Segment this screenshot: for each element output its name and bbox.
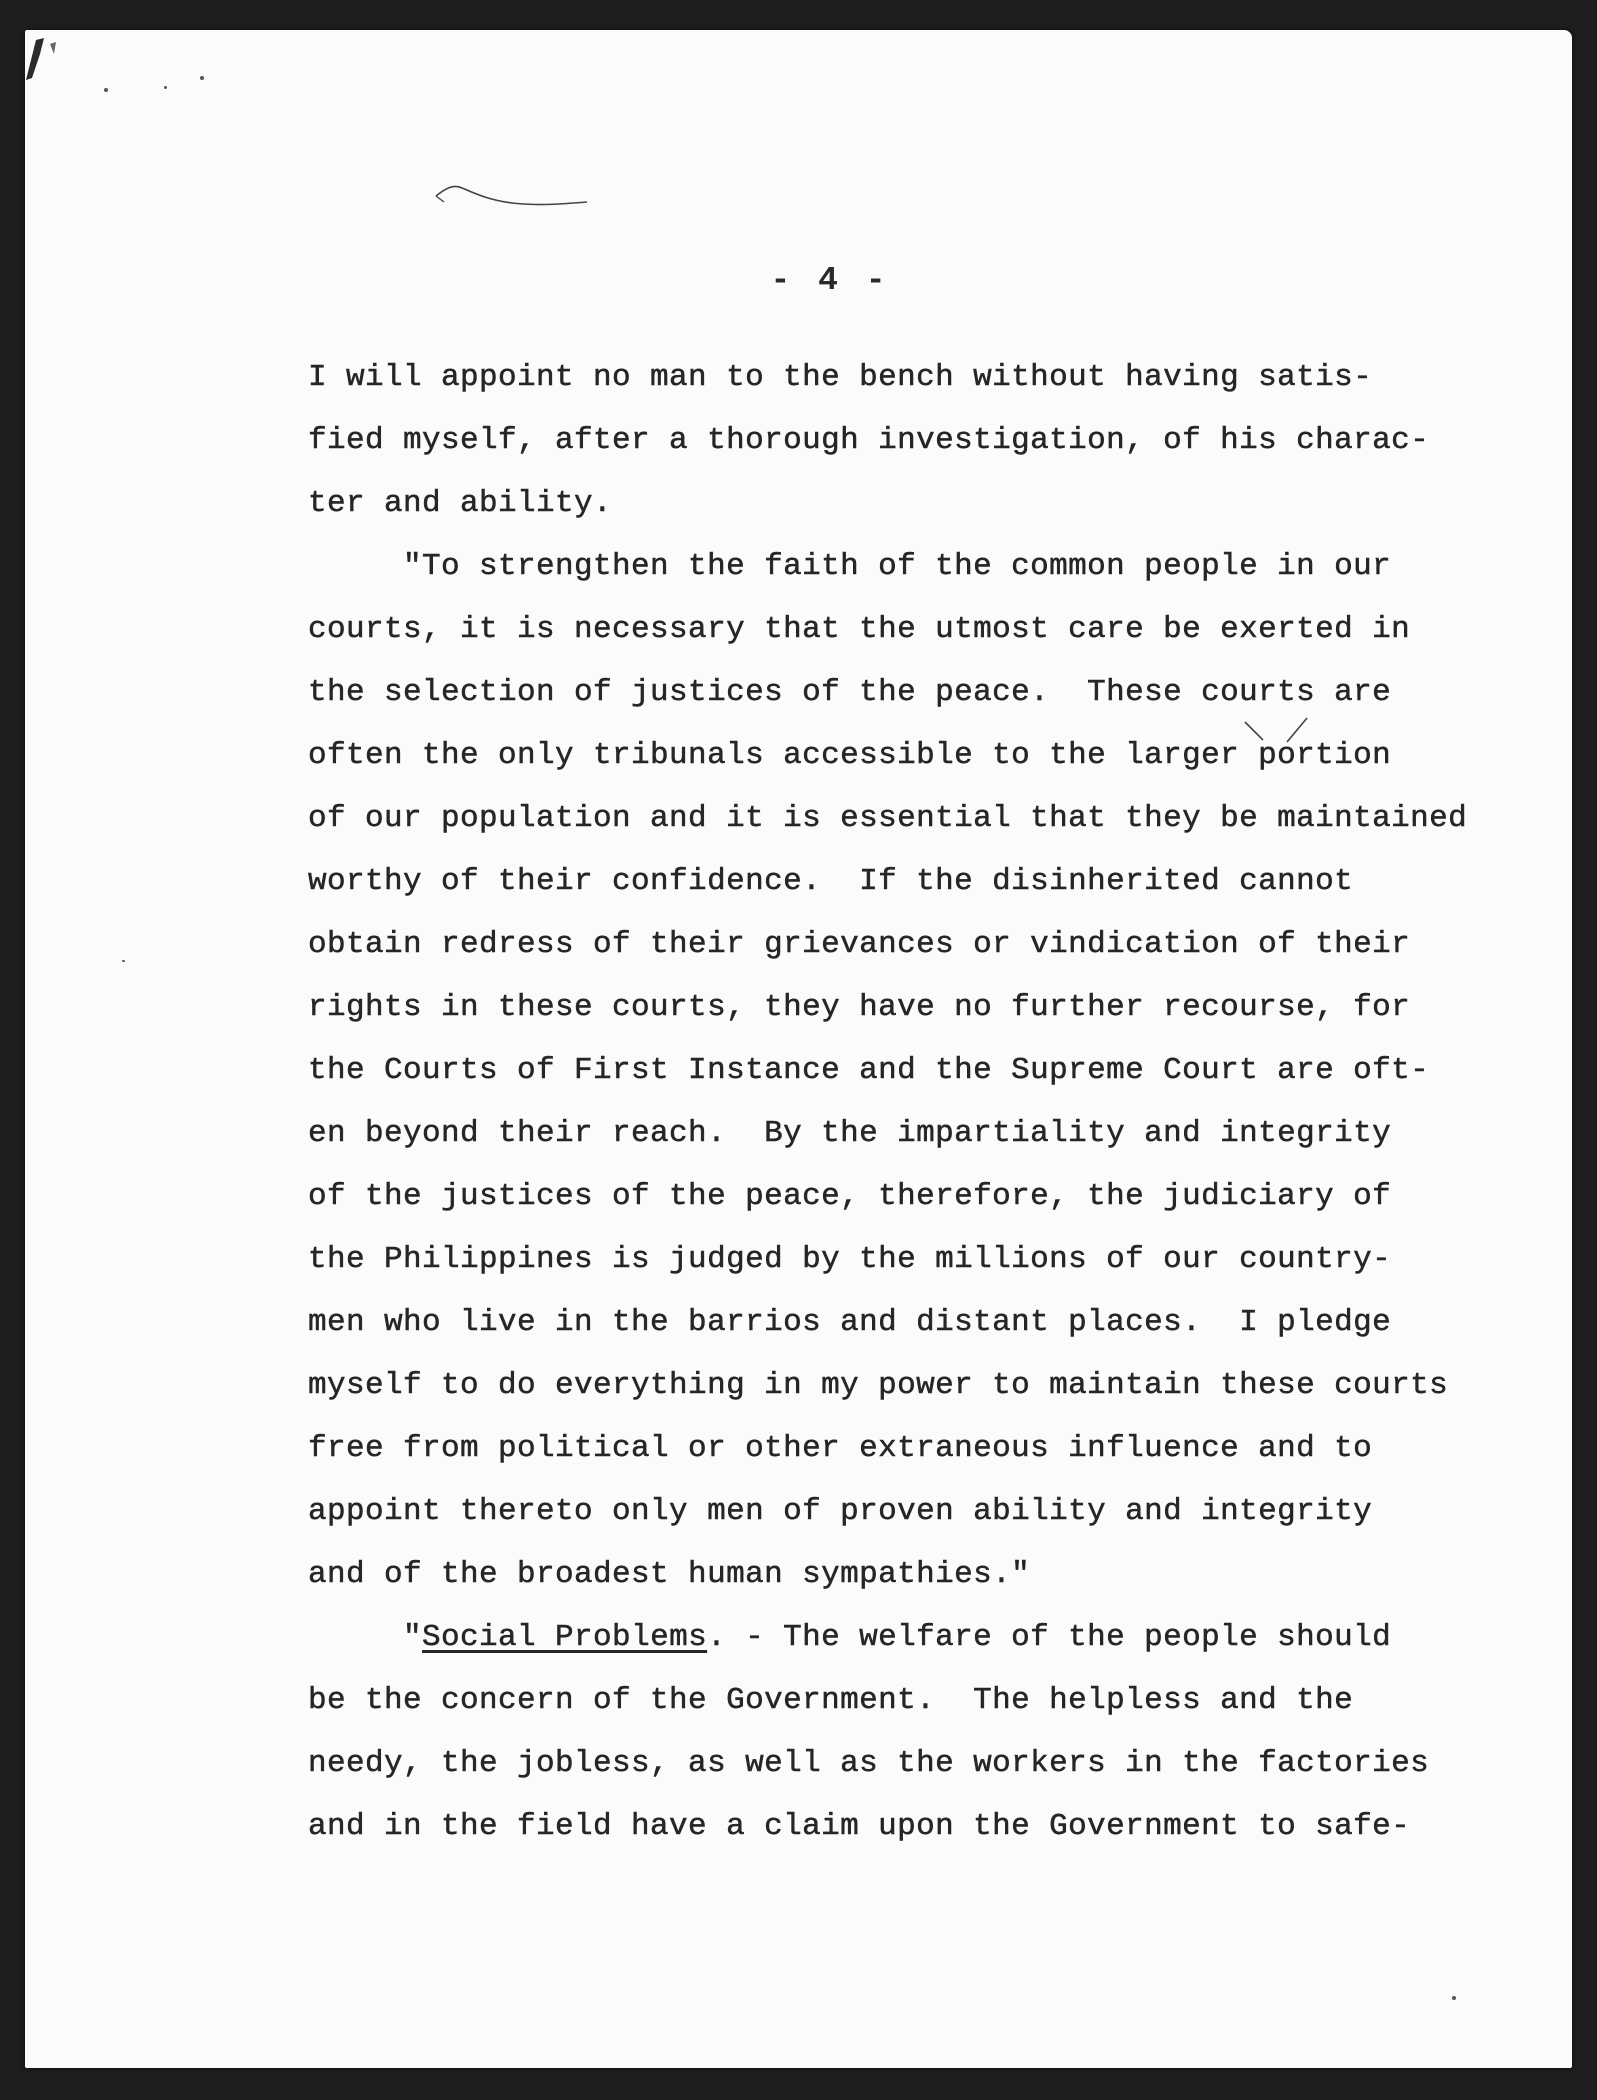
section-heading-rest: . - The welfare of the people should [707,1620,1392,1655]
text-line: courts, it is necessary that the utmost care be exerted in [308,612,1411,647]
text-line: I will appoint no man to the bench without having satis- [308,360,1373,395]
text-line: of our population and it is essential that they be maintained [308,801,1468,836]
text-line: often the only tribunals accessible to the larger portion [308,738,1392,773]
indent [308,1620,403,1655]
speck [200,76,204,80]
text-line: the Courts of First Instance and the Supreme Court are oft- [308,1053,1430,1088]
text-line: en beyond their reach. By the impartiality and integrity [308,1116,1392,1151]
speck [122,960,125,962]
text-line: fied myself, after a thorough investigation, of his charac- [308,423,1430,458]
text-line: the Philippines is judged by the millions of our country- [308,1242,1392,1277]
text-line: free from political or other extraneous influence and to [308,1431,1373,1466]
text-line: needy, the jobless, as well as the workers in the factories [308,1746,1430,1781]
text-line: ter and ability. [308,486,613,521]
text-line: myself to do everything in my power to maintain these courts [308,1368,1449,1403]
speck [164,86,167,89]
text-line: rights in these courts, they have no further recourse, for [308,990,1411,1025]
text-line: be the concern of the Government. The helpless and the [308,1683,1354,1718]
section-heading-line [308,1618,1391,1658]
text-line: men who live in the barrios and distant places. I pledge [308,1305,1392,1340]
corner-tear-mark [22,34,82,84]
text-line: the selection of justices of the peace. These courts are [308,675,1392,710]
text-line: appoint thereto only men of proven ability and integrity [308,1494,1373,1529]
open-quote: " [403,1620,423,1655]
page-number: - 4 - [770,262,890,299]
speck [1452,1996,1456,2000]
text-line: worthy of their confidence. If the disinherited cannot [308,864,1354,899]
insertion-caret-mark [1243,716,1313,750]
text-line: and of the broadest human sympathies." [308,1557,1031,1592]
text-line: obtain redress of their grievances or vindication of their [308,927,1411,962]
pencil-scribble [432,178,592,214]
text-line: and in the field have a claim upon the Government to safe- [308,1809,1411,1844]
text-line: "To strengthen the faith of the common people in our [308,549,1392,584]
text-line: of the justices of the peace, therefore, the judiciary of [308,1179,1392,1214]
section-heading: Social Problems [422,1620,708,1655]
speck [104,88,108,92]
